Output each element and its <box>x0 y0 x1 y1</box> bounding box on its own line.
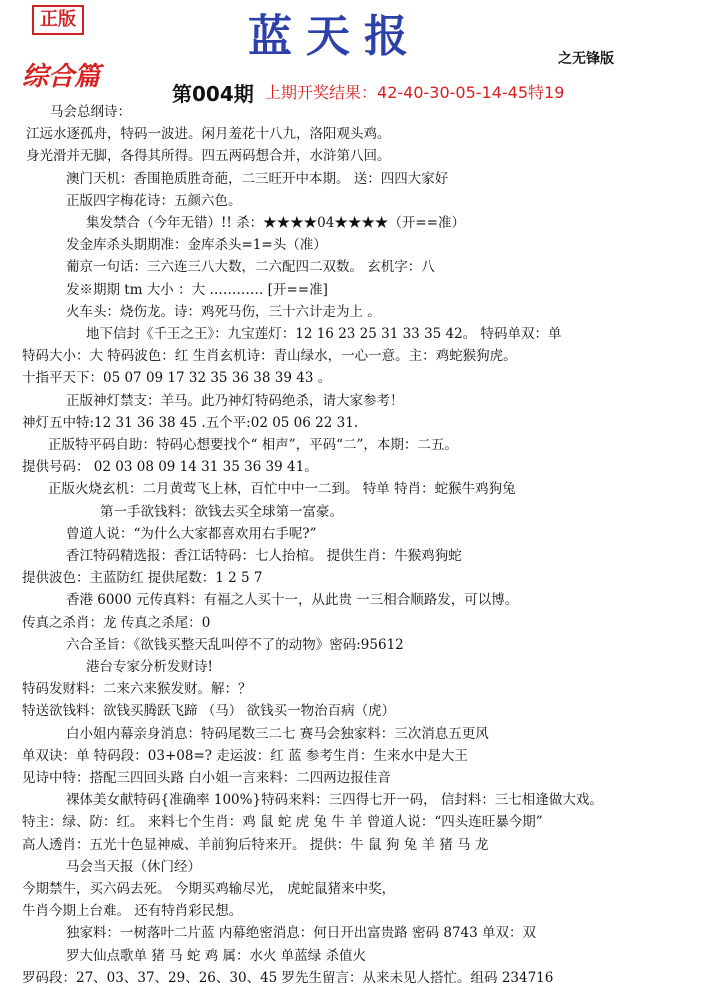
text-line: 牛肖今期上台难。 还有特肖彩民想。 <box>22 903 243 920</box>
text-line: 高人透肖：五光十色显神威、羊前狗后特来开。 提供：牛 鼠 狗 兔 羊 猪 马 龙 <box>22 836 489 853</box>
text-line: 独家料：一树落叶二片蓝 内幕绝密消息：何日开出富贵路 密码 8743 单双：双 <box>66 925 537 942</box>
text-line: 特码大小：大 特码波色：红 生肖玄机诗：青山绿水，一心一意。主：鸡蛇猴狗虎。 <box>22 348 517 365</box>
text-line: 神灯五中特:12 31 36 38 45 .五个平:02 05 06 22 31. <box>22 414 359 431</box>
text-line: 提供号码： 02 03 08 09 14 31 35 36 39 41。 <box>22 459 318 476</box>
text-line: 发金库杀头期期准：金库杀头=1=头（准） <box>66 237 327 254</box>
text-line: 罗码段：27、03、37、29、26、30、45 罗先生留言：从来未见人搭忙。组码 234716 <box>22 969 554 986</box>
text-line: 六合圣旨：《欲钱买整天乱叫停不了的动物》密码:95612 <box>66 636 404 653</box>
text-line: 火车头：烧伤龙。诗：鸡死马伤，三十六计走为上 。 <box>66 303 381 320</box>
last-draw-value: 42-40-30-05-14-45特19 <box>377 83 565 102</box>
edition-badge: 正版 <box>32 5 84 35</box>
text-line: 集发禁合（今年无错）!! 杀：★★★★04★★★★（开==准） <box>86 215 465 231</box>
text-line: 十指平天下：05 07 09 17 32 35 36 38 39 43 。 <box>22 370 332 387</box>
newspaper-title: 蓝天报 <box>248 11 422 62</box>
text-line: 提供波色：主蓝防红 提供尾数：1 2 5 7 <box>22 570 263 587</box>
text-line: 香港 6000 元传真料：有福之人买十一，从此贵 一三相合顺路发，可以博。 <box>66 592 519 609</box>
text-line: 澳门天机：香围艳质胜奇葩，二三旺开中本期。 送：四四大家好 <box>66 170 449 187</box>
text-line: 正版四字梅花诗：五颜六色。 <box>66 192 242 209</box>
text-line: 传真之杀肖：龙 传真之杀尾：0 <box>22 614 211 631</box>
text-line: 马会总纲诗： <box>50 104 131 120</box>
text-line: 见诗中特：搭配三四回头路 白小姐一言来料：二四两边报佳音 <box>22 770 391 786</box>
text-line: 地下信封《千王之王》：九宝莲灯：12 16 23 25 31 33 35 42。 特码单双：单 <box>86 326 562 342</box>
text-line: 特码发财料：二来六来猴发财。解：？ <box>22 681 252 698</box>
text-line: 裸体美女献特码{准确率 100%}特码来料：三四得七开一码， 信封料：三七相逢做大戏。 <box>66 792 603 809</box>
text-line: 单双诀：单 特码段：03+08=? 走运波：红 蓝 参考生肖：生来水中是大王 <box>22 747 468 764</box>
text-line: 正版火烧玄机：二月黄莺飞上林，百忙中中一二到。 特单 特肖：蛇猴牛鸡狗兔 <box>48 481 516 498</box>
last-draw-result <box>265 80 564 103</box>
text-line: 马会当天报（休门经） <box>66 858 201 875</box>
text-line: 港台专家分析发财诗! <box>86 659 213 675</box>
text-line: 第一手欲钱料：欲钱去买全球第一富豪。 <box>100 503 343 520</box>
text-line: 正版特平码自助：特码心想要找个“ 相声”，平码“二”，本期：二五。 <box>48 437 458 453</box>
section-title: 综合篇 <box>22 62 101 92</box>
last-draw-label: 上期开奖结果： <box>265 83 378 102</box>
text-line: 白小姐内幕亲身消息：特码尾数三二七 赛马会独家料：三次消息五更风 <box>66 725 489 742</box>
text-line: 曾道人说：“为什么大家都喜欢用右手呢?” <box>66 525 317 542</box>
text-line: 罗大仙点歌单 猪 马 蛇 鸡 属：水火 单蓝绿 杀值火 <box>66 947 367 964</box>
text-line: 身光滑并无脚，各得其所得。四五两码想合并，水浒第八回。 <box>26 148 391 165</box>
text-line: 正版神灯禁支：羊马。此乃神灯特码绝杀，请大家参考！ <box>66 392 404 409</box>
text-line: 今期禁牛，买六码去死。 今期买鸡输尽光， 虎蛇鼠猪来中奖， <box>22 881 396 897</box>
text-line: 江远水逐孤舟，特码一波进。闲月羞花十八九，洛阳观头鸡。 <box>26 126 391 143</box>
edition-label: 之无锋版 <box>558 51 614 67</box>
issue-number: 第004期 <box>172 82 254 106</box>
text-line: 特送欲钱料：欲钱买腾跃飞蹄 （马） 欲钱买一物治百病（虎） <box>22 703 396 720</box>
text-line: 葡京一句话：三六连三八大数，二六配四二双数。 玄机字：八 <box>66 259 435 276</box>
text-line: 发※期期 tm 大小 ：大 ………… [开==准] <box>66 281 328 298</box>
text-line: 香江特码精选报：香江话特码：七人抬棺。 提供生肖：牛猴鸡狗蛇 <box>66 548 462 564</box>
text-line: 特主：绿、防：红。 来料七个生肖：鸡 鼠 蛇 虎 兔 牛 羊 曾道人说：“四头连旺暴今期” <box>22 814 543 831</box>
